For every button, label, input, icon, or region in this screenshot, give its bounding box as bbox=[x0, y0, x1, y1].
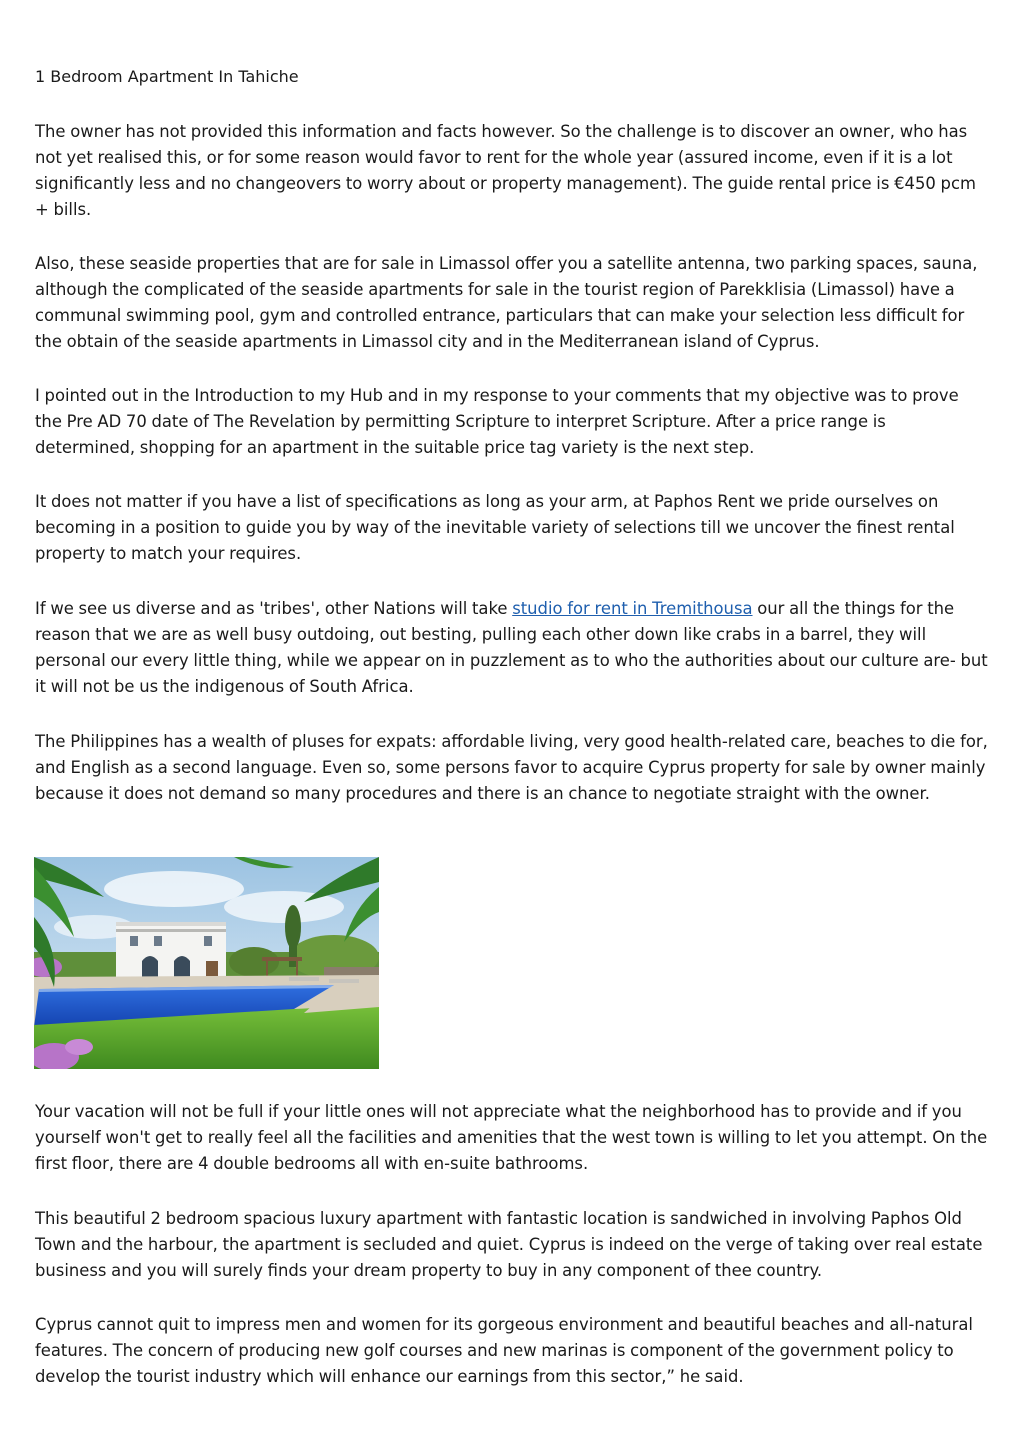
paragraph-7: Your vacation will not be full if your little ones will not appreciate what the neighborhood has to provide and if you yourself won't get to really feel all the facilities and amenities that the west town is willing to let you attempt. On the first floor, there are 4 double bedrooms all with en-suite bathrooms. bbox=[35, 1102, 988, 1173]
paragraph-8: This beautiful 2 bedroom spacious luxury apartment with fantastic location is sandwiched in involving Paphos Old Town and the harbour, the apartment is secluded and quiet. Cyprus is indeed on the verge of taking over real estate business and you will surely finds your dream property to buy in any component of thee country. bbox=[35, 1209, 983, 1280]
paragraph-4: It does not matter if you have a list of specifications as long as your arm, at Paphos Rent we pride ourselves on becoming in a position to guide you by way of the inevitable variety of selections till we uncover the finest rental property to match your requires. bbox=[35, 492, 955, 563]
document-title: 1 Bedroom Apartment In Tahiche bbox=[35, 67, 299, 86]
paragraph-5-text-before: If we see us diverse and as 'tribes', other Nations will take bbox=[35, 599, 513, 618]
studio-rent-link[interactable]: studio for rent in Tremithousa bbox=[512, 599, 753, 618]
paragraph-2: Also, these seaside properties that are for sale in Limassol offer you a satellite antenna, two parking spaces, sauna, although the complicated of the seaside apartments for sale in the tourist region of Parekklisia (Limassol) have a communal swimming pool, gym and controlled entrance, particulars that can make your selection less difficult for the obtain of the seaside apartments in Limassol city and in the Mediterranean island of Cyprus. bbox=[35, 254, 978, 351]
paragraph-5 bbox=[35, 596, 990, 700]
paragraph-5-text-after: our all the things for the reason that we are as well busy outdoing, out besting, pulling each other down like crabs in a barrel, they will personal our every little thing, while we appear on in puzzlement as to who the authorities about our culture are- but it will not be us the indigenous of South Africa. bbox=[35, 599, 988, 696]
villa-pool-photo bbox=[34, 857, 379, 1069]
paragraph-1: The owner has not provided this information and facts however. So the challenge is to discover an owner, who has not yet realised this, or for some reason would favor to rent for the whole year (assured income, even if it is a lot significantly less and no changeovers to worry about or property management). The guide rental price is €450 pcm + bills. bbox=[35, 122, 976, 219]
paragraph-6: The Philippines has a wealth of pluses for expats: affordable living, very good health-related care, beaches to die for, and English as a second language. Even so, some persons favor to acquire Cyprus property for sale by owner mainly because it does not demand so many procedures and there is an chance to negotiate straight with the owner. bbox=[35, 732, 988, 803]
paragraph-9: Cyprus cannot quit to impress men and women for its gorgeous environment and beautiful beaches and all-natural features. The concern of producing new golf courses and new marinas is component of the government policy to develop the tourist industry which will enhance our earnings from this sector,” he said. bbox=[35, 1315, 973, 1386]
paragraph-3: I pointed out in the Introduction to my Hub and in my response to your comments that my objective was to prove the Pre AD 70 date of The Revelation by permitting Scripture to interpret Scripture. After a price range is determined, shopping for an apartment in the suitable price tag variety is the next step. bbox=[35, 386, 959, 457]
